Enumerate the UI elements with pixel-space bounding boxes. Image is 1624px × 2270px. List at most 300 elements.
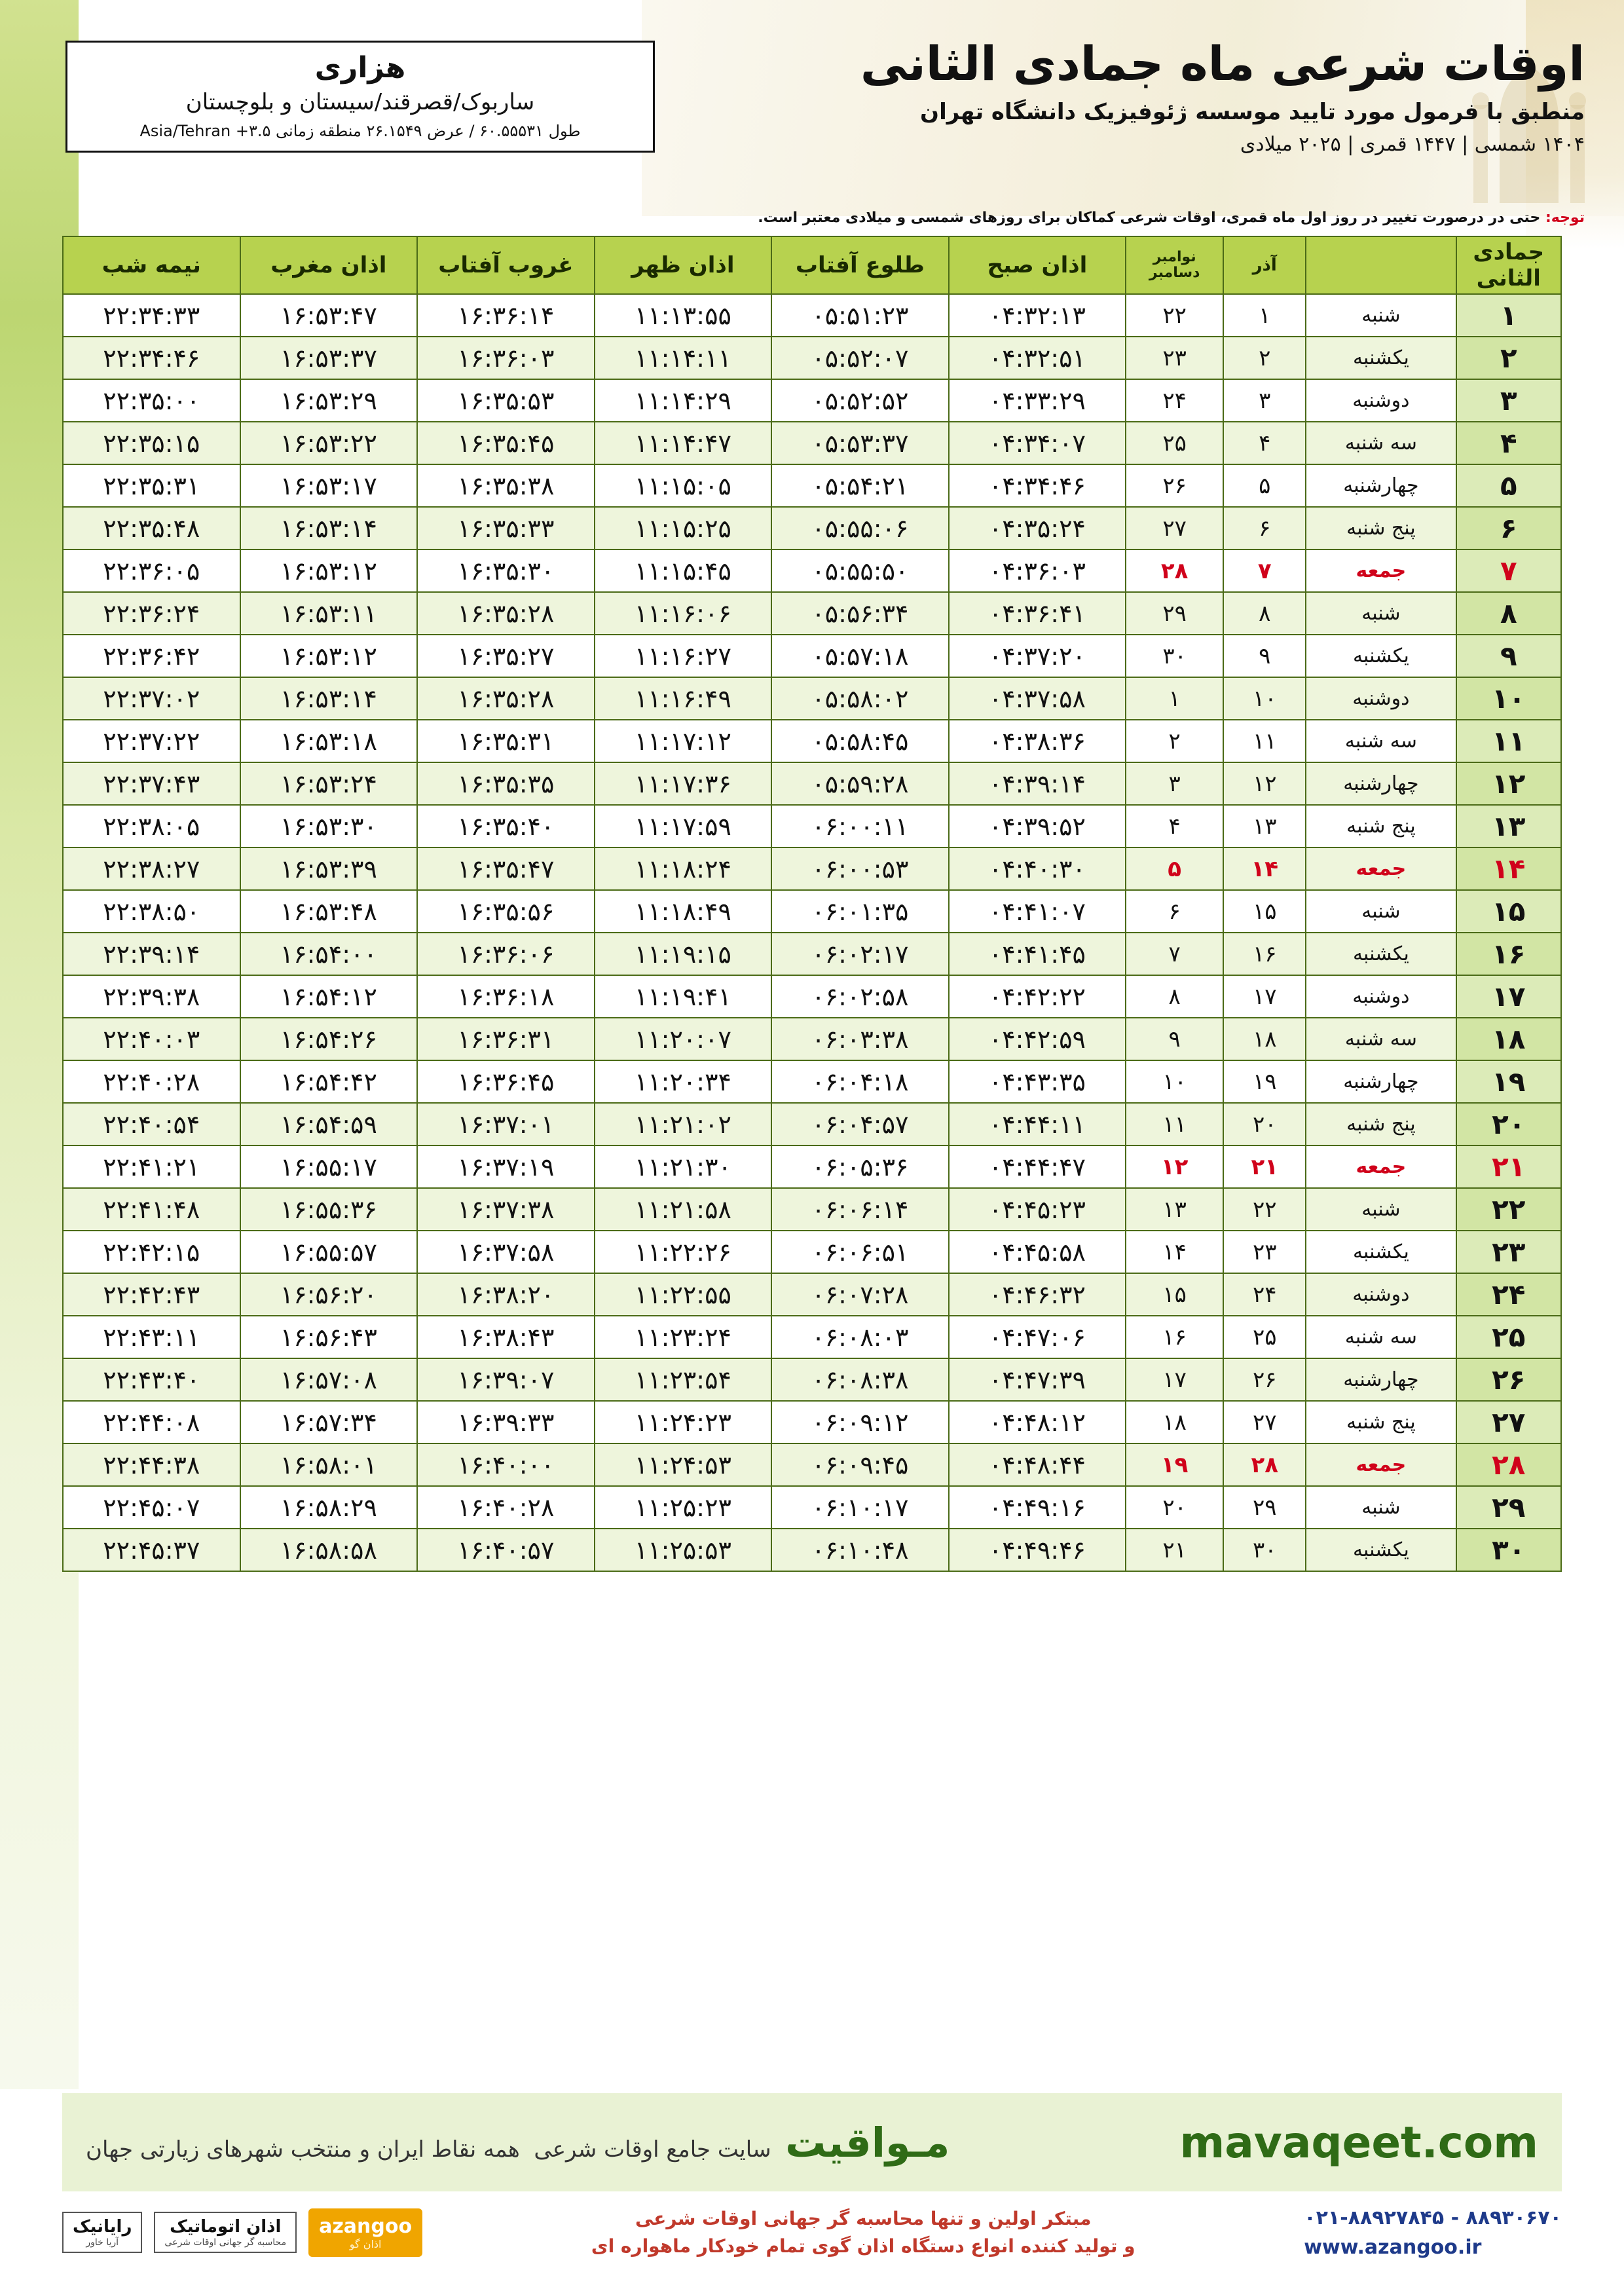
- fajr-time-cell: ۰۴:۳۳:۲۹: [949, 379, 1126, 422]
- header-shamsi-month: آذر: [1223, 236, 1306, 294]
- dhuhr-time-cell: ۱۱:۱۷:۳۶: [595, 762, 772, 805]
- footnote: [39, 210, 1585, 226]
- dhuhr-time-cell: ۱۱:۲۳:۵۴: [595, 1358, 772, 1401]
- shamsi-day-cell: ۶: [1223, 507, 1306, 549]
- table-row: [63, 337, 1561, 379]
- page-title: اوقات شرعی ماه جمادی الثانی: [860, 36, 1585, 91]
- weekday-cell: چهارشنبه: [1306, 1060, 1456, 1103]
- brand-persian-name: مـواقیت: [785, 2118, 950, 2167]
- idx-cell: ۷: [1456, 549, 1561, 592]
- midnight-time-cell: ۲۲:۴۰:۰۳: [63, 1018, 240, 1060]
- weekday-cell: شنبه: [1306, 592, 1456, 635]
- idx-cell: ۲۶: [1456, 1358, 1561, 1401]
- table-header-row: [63, 236, 1561, 294]
- midnight-time-cell: ۲۲:۴۵:۳۷: [63, 1529, 240, 1571]
- maghrib-time-cell: ۱۶:۵۳:۲۴: [240, 762, 418, 805]
- header-midnight: نیمه شب: [63, 236, 240, 294]
- contact-phone: ۰۲۱-۸۸۹۲۷۸۴۵ - ۸۸۹۳۰۶۷۰: [1304, 2206, 1562, 2229]
- contact-info: [1304, 2203, 1562, 2262]
- shamsi-day-cell: ۱۵: [1223, 890, 1306, 933]
- fajr-time-cell: ۰۴:۴۸:۴۴: [949, 1443, 1126, 1486]
- fajr-time-cell: ۰۴:۳۵:۲۴: [949, 507, 1126, 549]
- dhuhr-time-cell: ۱۱:۲۰:۰۷: [595, 1018, 772, 1060]
- shamsi-day-cell: ۷: [1223, 549, 1306, 592]
- maghrib-time-cell: ۱۶:۵۳:۲۹: [240, 379, 418, 422]
- weekday-cell: چهارشنبه: [1306, 762, 1456, 805]
- gregorian-day-cell: ۱۱: [1126, 1103, 1223, 1145]
- sunrise-time-cell: ۰۶:۰۵:۳۶: [771, 1145, 949, 1188]
- idx-cell: ۸: [1456, 592, 1561, 635]
- dhuhr-time-cell: ۱۱:۱۵:۲۵: [595, 507, 772, 549]
- shamsi-day-cell: ۳۰: [1223, 1529, 1306, 1571]
- sunset-time-cell: ۱۶:۳۷:۰۱: [417, 1103, 595, 1145]
- maghrib-time-cell: ۱۶:۵۸:۰۱: [240, 1443, 418, 1486]
- gregorian-day-cell: ۲۰: [1126, 1486, 1223, 1529]
- midnight-time-cell: ۲۲:۴۱:۲۱: [63, 1145, 240, 1188]
- shamsi-day-cell: ۲۷: [1223, 1401, 1306, 1443]
- fajr-time-cell: ۰۴:۴۴:۴۷: [949, 1145, 1126, 1188]
- fajr-time-cell: ۰۴:۳۲:۱۳: [949, 294, 1126, 337]
- sunset-time-cell: ۱۶:۴۰:۵۷: [417, 1529, 595, 1571]
- weekday-cell: دوشنبه: [1306, 1273, 1456, 1316]
- idx-cell: ۱: [1456, 294, 1561, 337]
- midnight-time-cell: ۲۲:۴۰:۲۸: [63, 1060, 240, 1103]
- poster-footer: [0, 2093, 1624, 2270]
- weekday-cell: شنبه: [1306, 1486, 1456, 1529]
- table-row: [63, 1486, 1561, 1529]
- idx-cell: ۱۸: [1456, 1018, 1561, 1060]
- shamsi-day-cell: ۲۶: [1223, 1358, 1306, 1401]
- midnight-time-cell: ۲۲:۳۸:۵۰: [63, 890, 240, 933]
- maghrib-time-cell: ۱۶:۵۳:۳۰: [240, 805, 418, 847]
- dhuhr-time-cell: ۱۱:۲۴:۲۳: [595, 1401, 772, 1443]
- weekday-cell: یکشنبه: [1306, 337, 1456, 379]
- fajr-time-cell: ۰۴:۳۸:۳۶: [949, 720, 1126, 762]
- dhuhr-time-cell: ۱۱:۱۳:۵۵: [595, 294, 772, 337]
- shamsi-day-cell: ۲۲: [1223, 1188, 1306, 1231]
- idx-cell: ۲۷: [1456, 1401, 1561, 1443]
- gregorian-day-cell: ۶: [1126, 890, 1223, 933]
- azan-auto-logo-sub: محاسبه گر جهانی اوقات شرعی: [164, 2237, 287, 2248]
- weekday-cell: یکشنبه: [1306, 635, 1456, 677]
- gregorian-day-cell: ۲۵: [1126, 422, 1223, 464]
- sunrise-time-cell: ۰۶:۰۳:۳۸: [771, 1018, 949, 1060]
- fajr-time-cell: ۰۴:۴۱:۰۷: [949, 890, 1126, 933]
- weekday-cell: چهارشنبه: [1306, 1358, 1456, 1401]
- table-row: [63, 890, 1561, 933]
- dhuhr-time-cell: ۱۱:۱۹:۱۵: [595, 933, 772, 975]
- midnight-time-cell: ۲۲:۳۵:۴۸: [63, 507, 240, 549]
- shamsi-day-cell: ۱۳: [1223, 805, 1306, 847]
- header-gregorian-month: [1126, 236, 1223, 294]
- weekday-cell: شنبه: [1306, 1188, 1456, 1231]
- maghrib-time-cell: ۱۶:۵۵:۳۶: [240, 1188, 418, 1231]
- rayanik-logo-text: رایانیک: [73, 2216, 132, 2237]
- shamsi-day-cell: ۴: [1223, 422, 1306, 464]
- idx-cell: ۲: [1456, 337, 1561, 379]
- midnight-time-cell: ۲۲:۴۲:۴۳: [63, 1273, 240, 1316]
- idx-cell: ۱۲: [1456, 762, 1561, 805]
- header-fajr: اذان صبح: [949, 236, 1126, 294]
- idx-cell: ۲۰: [1456, 1103, 1561, 1145]
- dhuhr-time-cell: ۱۱:۲۲:۲۶: [595, 1231, 772, 1273]
- midnight-time-cell: ۲۲:۳۶:۴۲: [63, 635, 240, 677]
- gregorian-day-cell: ۲۹: [1126, 592, 1223, 635]
- table-row: [63, 1443, 1561, 1486]
- idx-cell: ۱۳: [1456, 805, 1561, 847]
- dhuhr-time-cell: ۱۱:۲۴:۵۳: [595, 1443, 772, 1486]
- sunset-time-cell: ۱۶:۳۵:۲۸: [417, 677, 595, 720]
- table-row: [63, 294, 1561, 337]
- shamsi-day-cell: ۲۴: [1223, 1273, 1306, 1316]
- fajr-time-cell: ۰۴:۴۴:۱۱: [949, 1103, 1126, 1145]
- table-row: [63, 1188, 1561, 1231]
- maghrib-time-cell: ۱۶:۵۳:۳۹: [240, 847, 418, 890]
- sunset-time-cell: ۱۶:۳۶:۳۱: [417, 1018, 595, 1060]
- idx-cell: ۴: [1456, 422, 1561, 464]
- weekday-cell: جمعه: [1306, 1443, 1456, 1486]
- dhuhr-time-cell: ۱۱:۲۰:۳۴: [595, 1060, 772, 1103]
- sunset-time-cell: ۱۶:۳۵:۳۱: [417, 720, 595, 762]
- rayanik-logo-sub: آریا خاور: [86, 2237, 119, 2248]
- sunrise-time-cell: ۰۶:۰۷:۲۸: [771, 1273, 949, 1316]
- midnight-time-cell: ۲۲:۴۴:۳۸: [63, 1443, 240, 1486]
- contact-website[interactable]: www.azangoo.ir: [1304, 2235, 1482, 2259]
- shamsi-day-cell: ۱: [1223, 294, 1306, 337]
- header-hijri-month: جمادی الثانی: [1456, 236, 1561, 294]
- weekday-cell: جمعه: [1306, 549, 1456, 592]
- midnight-time-cell: ۲۲:۳۵:۰۰: [63, 379, 240, 422]
- maghrib-time-cell: ۱۶:۵۳:۲۲: [240, 422, 418, 464]
- midnight-time-cell: ۲۲:۴۰:۵۴: [63, 1103, 240, 1145]
- weekday-cell: دوشنبه: [1306, 677, 1456, 720]
- sunset-time-cell: ۱۶:۳۷:۳۸: [417, 1188, 595, 1231]
- table-row: [63, 379, 1561, 422]
- midnight-time-cell: ۲۲:۳۷:۲۲: [63, 720, 240, 762]
- maghrib-time-cell: ۱۶:۵۳:۱۲: [240, 635, 418, 677]
- midnight-time-cell: ۲۲:۳۵:۳۱: [63, 464, 240, 507]
- sunrise-time-cell: ۰۵:۵۶:۳۴: [771, 592, 949, 635]
- maghrib-time-cell: ۱۶:۵۳:۱۸: [240, 720, 418, 762]
- shamsi-day-cell: ۱۲: [1223, 762, 1306, 805]
- website-brand[interactable]: mavaqeet.com: [1179, 2117, 1538, 2168]
- idx-cell: ۶: [1456, 507, 1561, 549]
- sunset-time-cell: ۱۶:۳۶:۰۶: [417, 933, 595, 975]
- rayanik-logo: [62, 2212, 142, 2254]
- midnight-time-cell: ۲۲:۳۷:۴۳: [63, 762, 240, 805]
- idx-cell: ۱۰: [1456, 677, 1561, 720]
- table-row: [63, 1018, 1561, 1060]
- table-row: [63, 1401, 1561, 1443]
- dhuhr-time-cell: ۱۱:۲۲:۵۵: [595, 1273, 772, 1316]
- idx-cell: ۱۴: [1456, 847, 1561, 890]
- sunrise-time-cell: ۰۶:۰۲:۵۸: [771, 975, 949, 1018]
- midnight-time-cell: ۲۲:۳۸:۰۵: [63, 805, 240, 847]
- dhuhr-time-cell: ۱۱:۱۹:۴۱: [595, 975, 772, 1018]
- sunset-time-cell: ۱۶:۳۵:۵۳: [417, 379, 595, 422]
- sunset-time-cell: ۱۶:۳۹:۰۷: [417, 1358, 595, 1401]
- shamsi-day-cell: ۲۵: [1223, 1316, 1306, 1358]
- header-sunrise: طلوع آفتاب: [771, 236, 949, 294]
- sunset-time-cell: ۱۶:۴۰:۰۰: [417, 1443, 595, 1486]
- midnight-time-cell: ۲۲:۳۷:۰۲: [63, 677, 240, 720]
- sunrise-time-cell: ۰۶:۰۸:۳۸: [771, 1358, 949, 1401]
- weekday-cell: یکشنبه: [1306, 1231, 1456, 1273]
- brand-band: [62, 2093, 1562, 2191]
- gregorian-day-cell: ۳: [1126, 762, 1223, 805]
- sunrise-time-cell: ۰۵:۵۸:۴۵: [771, 720, 949, 762]
- header-maghrib: اذان مغرب: [240, 236, 418, 294]
- partner-logos: [62, 2208, 422, 2257]
- dhuhr-time-cell: ۱۱:۱۶:۴۹: [595, 677, 772, 720]
- table-row: [63, 805, 1561, 847]
- fajr-time-cell: ۰۴:۴۶:۳۲: [949, 1273, 1126, 1316]
- table-row: [63, 592, 1561, 635]
- table-row: [63, 1060, 1561, 1103]
- sunrise-time-cell: ۰۵:۵۹:۲۸: [771, 762, 949, 805]
- sunset-time-cell: ۱۶:۳۷:۱۹: [417, 1145, 595, 1188]
- maghrib-time-cell: ۱۶:۵۴:۱۲: [240, 975, 418, 1018]
- idx-cell: ۲۳: [1456, 1231, 1561, 1273]
- header-gregorian-line2: دسامبر: [1149, 265, 1200, 281]
- gregorian-day-cell: ۱۷: [1126, 1358, 1223, 1401]
- shamsi-day-cell: ۱۸: [1223, 1018, 1306, 1060]
- gregorian-day-cell: ۱۲: [1126, 1145, 1223, 1188]
- idx-cell: ۲۹: [1456, 1486, 1561, 1529]
- shamsi-day-cell: ۵: [1223, 464, 1306, 507]
- fajr-time-cell: ۰۴:۳۷:۲۰: [949, 635, 1126, 677]
- gregorian-day-cell: ۱: [1126, 677, 1223, 720]
- weekday-cell: دوشنبه: [1306, 975, 1456, 1018]
- maghrib-time-cell: ۱۶:۵۳:۱۱: [240, 592, 418, 635]
- gregorian-day-cell: ۹: [1126, 1018, 1223, 1060]
- weekday-cell: پنج شنبه: [1306, 805, 1456, 847]
- city-coordinates: طول ۶۰.۵۵۵۳۱ / عرض ۲۶.۱۵۴۹ منطقه زمانی ۳.۵+ Asia/Tehran: [139, 121, 581, 140]
- maghrib-time-cell: ۱۶:۵۳:۱۲: [240, 549, 418, 592]
- sunrise-time-cell: ۰۶:۰۸:۰۳: [771, 1316, 949, 1358]
- dhuhr-time-cell: ۱۱:۱۷:۵۹: [595, 805, 772, 847]
- maghrib-time-cell: ۱۶:۵۷:۰۸: [240, 1358, 418, 1401]
- poster-header: [39, 38, 1585, 208]
- table-row: [63, 762, 1561, 805]
- calendar-years: ۱۴۰۴ شمسی | ۱۴۴۷ قمری | ۲۰۲۵ میلادی: [1240, 133, 1585, 157]
- gregorian-day-cell: ۲۳: [1126, 337, 1223, 379]
- sunrise-time-cell: ۰۶:۱۰:۴۸: [771, 1529, 949, 1571]
- idx-cell: ۲۸: [1456, 1443, 1561, 1486]
- weekday-cell: سه شنبه: [1306, 1018, 1456, 1060]
- idx-cell: ۱۱: [1456, 720, 1561, 762]
- dhuhr-time-cell: ۱۱:۲۵:۲۳: [595, 1486, 772, 1529]
- fajr-time-cell: ۰۴:۴۵:۲۳: [949, 1188, 1126, 1231]
- brand-persian-sub: سایت جامع اوقات شرعی: [534, 2136, 771, 2163]
- shamsi-day-cell: ۲۸: [1223, 1443, 1306, 1486]
- maghrib-time-cell: ۱۶:۵۴:۰۰: [240, 933, 418, 975]
- gregorian-day-cell: ۱۶: [1126, 1316, 1223, 1358]
- sunset-time-cell: ۱۶:۳۵:۳۰: [417, 549, 595, 592]
- weekday-cell: جمعه: [1306, 1145, 1456, 1188]
- header-gregorian-line1: نوامبر: [1153, 248, 1196, 265]
- maghrib-time-cell: ۱۶:۵۳:۳۷: [240, 337, 418, 379]
- azangoo-logo: [308, 2208, 422, 2257]
- idx-cell: ۵: [1456, 464, 1561, 507]
- sunset-time-cell: ۱۶:۳۶:۰۳: [417, 337, 595, 379]
- fajr-time-cell: ۰۴:۳۷:۵۸: [949, 677, 1126, 720]
- dhuhr-time-cell: ۱۱:۲۱:۵۸: [595, 1188, 772, 1231]
- maghrib-time-cell: ۱۶:۵۵:۱۷: [240, 1145, 418, 1188]
- sunrise-time-cell: ۰۵:۵۷:۱۸: [771, 635, 949, 677]
- maghrib-time-cell: ۱۶:۵۶:۴۳: [240, 1316, 418, 1358]
- sunset-time-cell: ۱۶:۳۹:۳۳: [417, 1401, 595, 1443]
- dhuhr-time-cell: ۱۱:۱۸:۲۴: [595, 847, 772, 890]
- fajr-time-cell: ۰۴:۳۶:۰۳: [949, 549, 1126, 592]
- dhuhr-time-cell: ۱۱:۱۴:۲۹: [595, 379, 772, 422]
- sunrise-time-cell: ۰۶:۰۴:۵۷: [771, 1103, 949, 1145]
- maghrib-time-cell: ۱۶:۵۳:۱۴: [240, 677, 418, 720]
- sunset-time-cell: ۱۶:۳۶:۴۵: [417, 1060, 595, 1103]
- gregorian-day-cell: ۳۰: [1126, 635, 1223, 677]
- sunrise-time-cell: ۰۶:۱۰:۱۷: [771, 1486, 949, 1529]
- sunrise-time-cell: ۰۶:۰۴:۱۸: [771, 1060, 949, 1103]
- page-subtitle: منطبق با فرمول مورد تایید موسسه ژئوفیزیک دانشگاه تهران: [920, 99, 1585, 126]
- table-row: [63, 975, 1561, 1018]
- idx-cell: ۲۵: [1456, 1316, 1561, 1358]
- azangoo-logo-sub: اذان گو: [349, 2237, 382, 2250]
- sunset-time-cell: ۱۶:۳۸:۲۰: [417, 1273, 595, 1316]
- fajr-time-cell: ۰۴:۴۹:۴۶: [949, 1529, 1126, 1571]
- prayer-times-table: [62, 236, 1562, 1572]
- gregorian-day-cell: ۴: [1126, 805, 1223, 847]
- maghrib-time-cell: ۱۶:۵۴:۵۹: [240, 1103, 418, 1145]
- dhuhr-time-cell: ۱۱:۲۵:۵۳: [595, 1529, 772, 1571]
- idx-cell: ۹: [1456, 635, 1561, 677]
- header-dhuhr: اذان ظهر: [595, 236, 772, 294]
- table-row: [63, 1145, 1561, 1188]
- gregorian-day-cell: ۱۹: [1126, 1443, 1223, 1486]
- azangoo-logo-text: azangoo: [319, 2214, 413, 2238]
- shamsi-day-cell: ۲۱: [1223, 1145, 1306, 1188]
- dhuhr-time-cell: ۱۱:۱۶:۰۶: [595, 592, 772, 635]
- gregorian-day-cell: ۲۶: [1126, 464, 1223, 507]
- table-row: [63, 933, 1561, 975]
- fajr-time-cell: ۰۴:۴۲:۵۹: [949, 1018, 1126, 1060]
- sunrise-time-cell: ۰۵:۵۴:۲۱: [771, 464, 949, 507]
- sunset-time-cell: ۱۶:۳۵:۴۷: [417, 847, 595, 890]
- weekday-cell: سه شنبه: [1306, 1316, 1456, 1358]
- table-row: [63, 1316, 1561, 1358]
- fajr-time-cell: ۰۴:۳۲:۵۱: [949, 337, 1126, 379]
- sunset-time-cell: ۱۶:۳۵:۲۸: [417, 592, 595, 635]
- table-row: [63, 422, 1561, 464]
- city-info-box: [65, 41, 655, 153]
- weekday-cell: پنج شنبه: [1306, 507, 1456, 549]
- gregorian-day-cell: ۲۷: [1126, 507, 1223, 549]
- table-row: [63, 635, 1561, 677]
- dhuhr-time-cell: ۱۱:۱۸:۴۹: [595, 890, 772, 933]
- shamsi-day-cell: ۹: [1223, 635, 1306, 677]
- dhuhr-time-cell: ۱۱:۲۱:۰۲: [595, 1103, 772, 1145]
- fajr-time-cell: ۰۴:۴۸:۱۲: [949, 1401, 1126, 1443]
- table-row: [63, 464, 1561, 507]
- idx-cell: ۳۰: [1456, 1529, 1561, 1571]
- weekday-cell: شنبه: [1306, 890, 1456, 933]
- sunrise-time-cell: ۰۵:۵۸:۰۲: [771, 677, 949, 720]
- sunrise-time-cell: ۰۶:۰۲:۱۷: [771, 933, 949, 975]
- weekday-cell: سه شنبه: [1306, 720, 1456, 762]
- dhuhr-time-cell: ۱۱:۱۶:۲۷: [595, 635, 772, 677]
- maghrib-time-cell: ۱۶:۵۷:۳۴: [240, 1401, 418, 1443]
- sunrise-time-cell: ۰۶:۰۶:۵۱: [771, 1231, 949, 1273]
- azan-auto-logo-text: اذان اتوماتیک: [170, 2216, 282, 2237]
- fajr-time-cell: ۰۴:۳۹:۵۲: [949, 805, 1126, 847]
- shamsi-day-cell: ۱۶: [1223, 933, 1306, 975]
- midnight-time-cell: ۲۲:۳۵:۱۵: [63, 422, 240, 464]
- azan-auto-logo: [154, 2212, 297, 2254]
- table-row: [63, 549, 1561, 592]
- fajr-time-cell: ۰۴:۴۵:۵۸: [949, 1231, 1126, 1273]
- gregorian-day-cell: ۱۳: [1126, 1188, 1223, 1231]
- idx-cell: ۱۹: [1456, 1060, 1561, 1103]
- gregorian-day-cell: ۸: [1126, 975, 1223, 1018]
- weekday-cell: پنج شنبه: [1306, 1103, 1456, 1145]
- title-block: [616, 38, 1585, 156]
- midnight-time-cell: ۲۲:۴۳:۱۱: [63, 1316, 240, 1358]
- fajr-time-cell: ۰۴:۳۹:۱۴: [949, 762, 1126, 805]
- table-row: [63, 1529, 1561, 1571]
- table-row: [63, 1103, 1561, 1145]
- shamsi-day-cell: ۱۹: [1223, 1060, 1306, 1103]
- idx-cell: ۱۶: [1456, 933, 1561, 975]
- shamsi-day-cell: ۲۰: [1223, 1103, 1306, 1145]
- city-name: هزاری: [314, 51, 406, 84]
- dhuhr-time-cell: ۱۱:۲۱:۳۰: [595, 1145, 772, 1188]
- weekday-cell: پنج شنبه: [1306, 1401, 1456, 1443]
- maghrib-time-cell: ۱۶:۵۳:۴۸: [240, 890, 418, 933]
- header-sunset: غروب آفتاب: [417, 236, 595, 294]
- weekday-cell: یکشنبه: [1306, 1529, 1456, 1571]
- maghrib-time-cell: ۱۶:۵۳:۴۷: [240, 294, 418, 337]
- dhuhr-time-cell: ۱۱:۱۴:۱۱: [595, 337, 772, 379]
- maghrib-time-cell: ۱۶:۵۸:۵۸: [240, 1529, 418, 1571]
- midnight-time-cell: ۲۲:۴۴:۰۸: [63, 1401, 240, 1443]
- table-row: [63, 1273, 1561, 1316]
- sunset-time-cell: ۱۶:۳۶:۱۸: [417, 975, 595, 1018]
- fajr-time-cell: ۰۴:۴۷:۰۶: [949, 1316, 1126, 1358]
- idx-cell: ۳: [1456, 379, 1561, 422]
- midnight-time-cell: ۲۲:۳۶:۲۴: [63, 592, 240, 635]
- shamsi-day-cell: ۸: [1223, 592, 1306, 635]
- maghrib-time-cell: ۱۶:۵۸:۲۹: [240, 1486, 418, 1529]
- sunrise-time-cell: ۰۵:۵۳:۳۷: [771, 422, 949, 464]
- sunrise-time-cell: ۰۶:۰۹:۱۲: [771, 1401, 949, 1443]
- table-row: [63, 847, 1561, 890]
- maghrib-time-cell: ۱۶:۵۴:۲۶: [240, 1018, 418, 1060]
- footnote-label: توجه:: [1545, 210, 1585, 226]
- midnight-time-cell: ۲۲:۳۹:۱۴: [63, 933, 240, 975]
- weekday-cell: چهارشنبه: [1306, 464, 1456, 507]
- table-row: [63, 1358, 1561, 1401]
- sunrise-time-cell: ۰۶:۰۰:۱۱: [771, 805, 949, 847]
- midnight-time-cell: ۲۲:۴۲:۱۵: [63, 1231, 240, 1273]
- sunrise-time-cell: ۰۶:۰۶:۱۴: [771, 1188, 949, 1231]
- fajr-time-cell: ۰۴:۳۴:۴۶: [949, 464, 1126, 507]
- dhuhr-time-cell: ۱۱:۱۵:۴۵: [595, 549, 772, 592]
- sunset-time-cell: ۱۶:۳۷:۵۸: [417, 1231, 595, 1273]
- fajr-time-cell: ۰۴:۴۹:۱۶: [949, 1486, 1126, 1529]
- table-row: [63, 1231, 1561, 1273]
- brand-persian-desc: همه نقاط ایران و منتخب شهرهای زیارتی جهان: [86, 2136, 520, 2163]
- weekday-cell: دوشنبه: [1306, 379, 1456, 422]
- weekday-cell: یکشنبه: [1306, 933, 1456, 975]
